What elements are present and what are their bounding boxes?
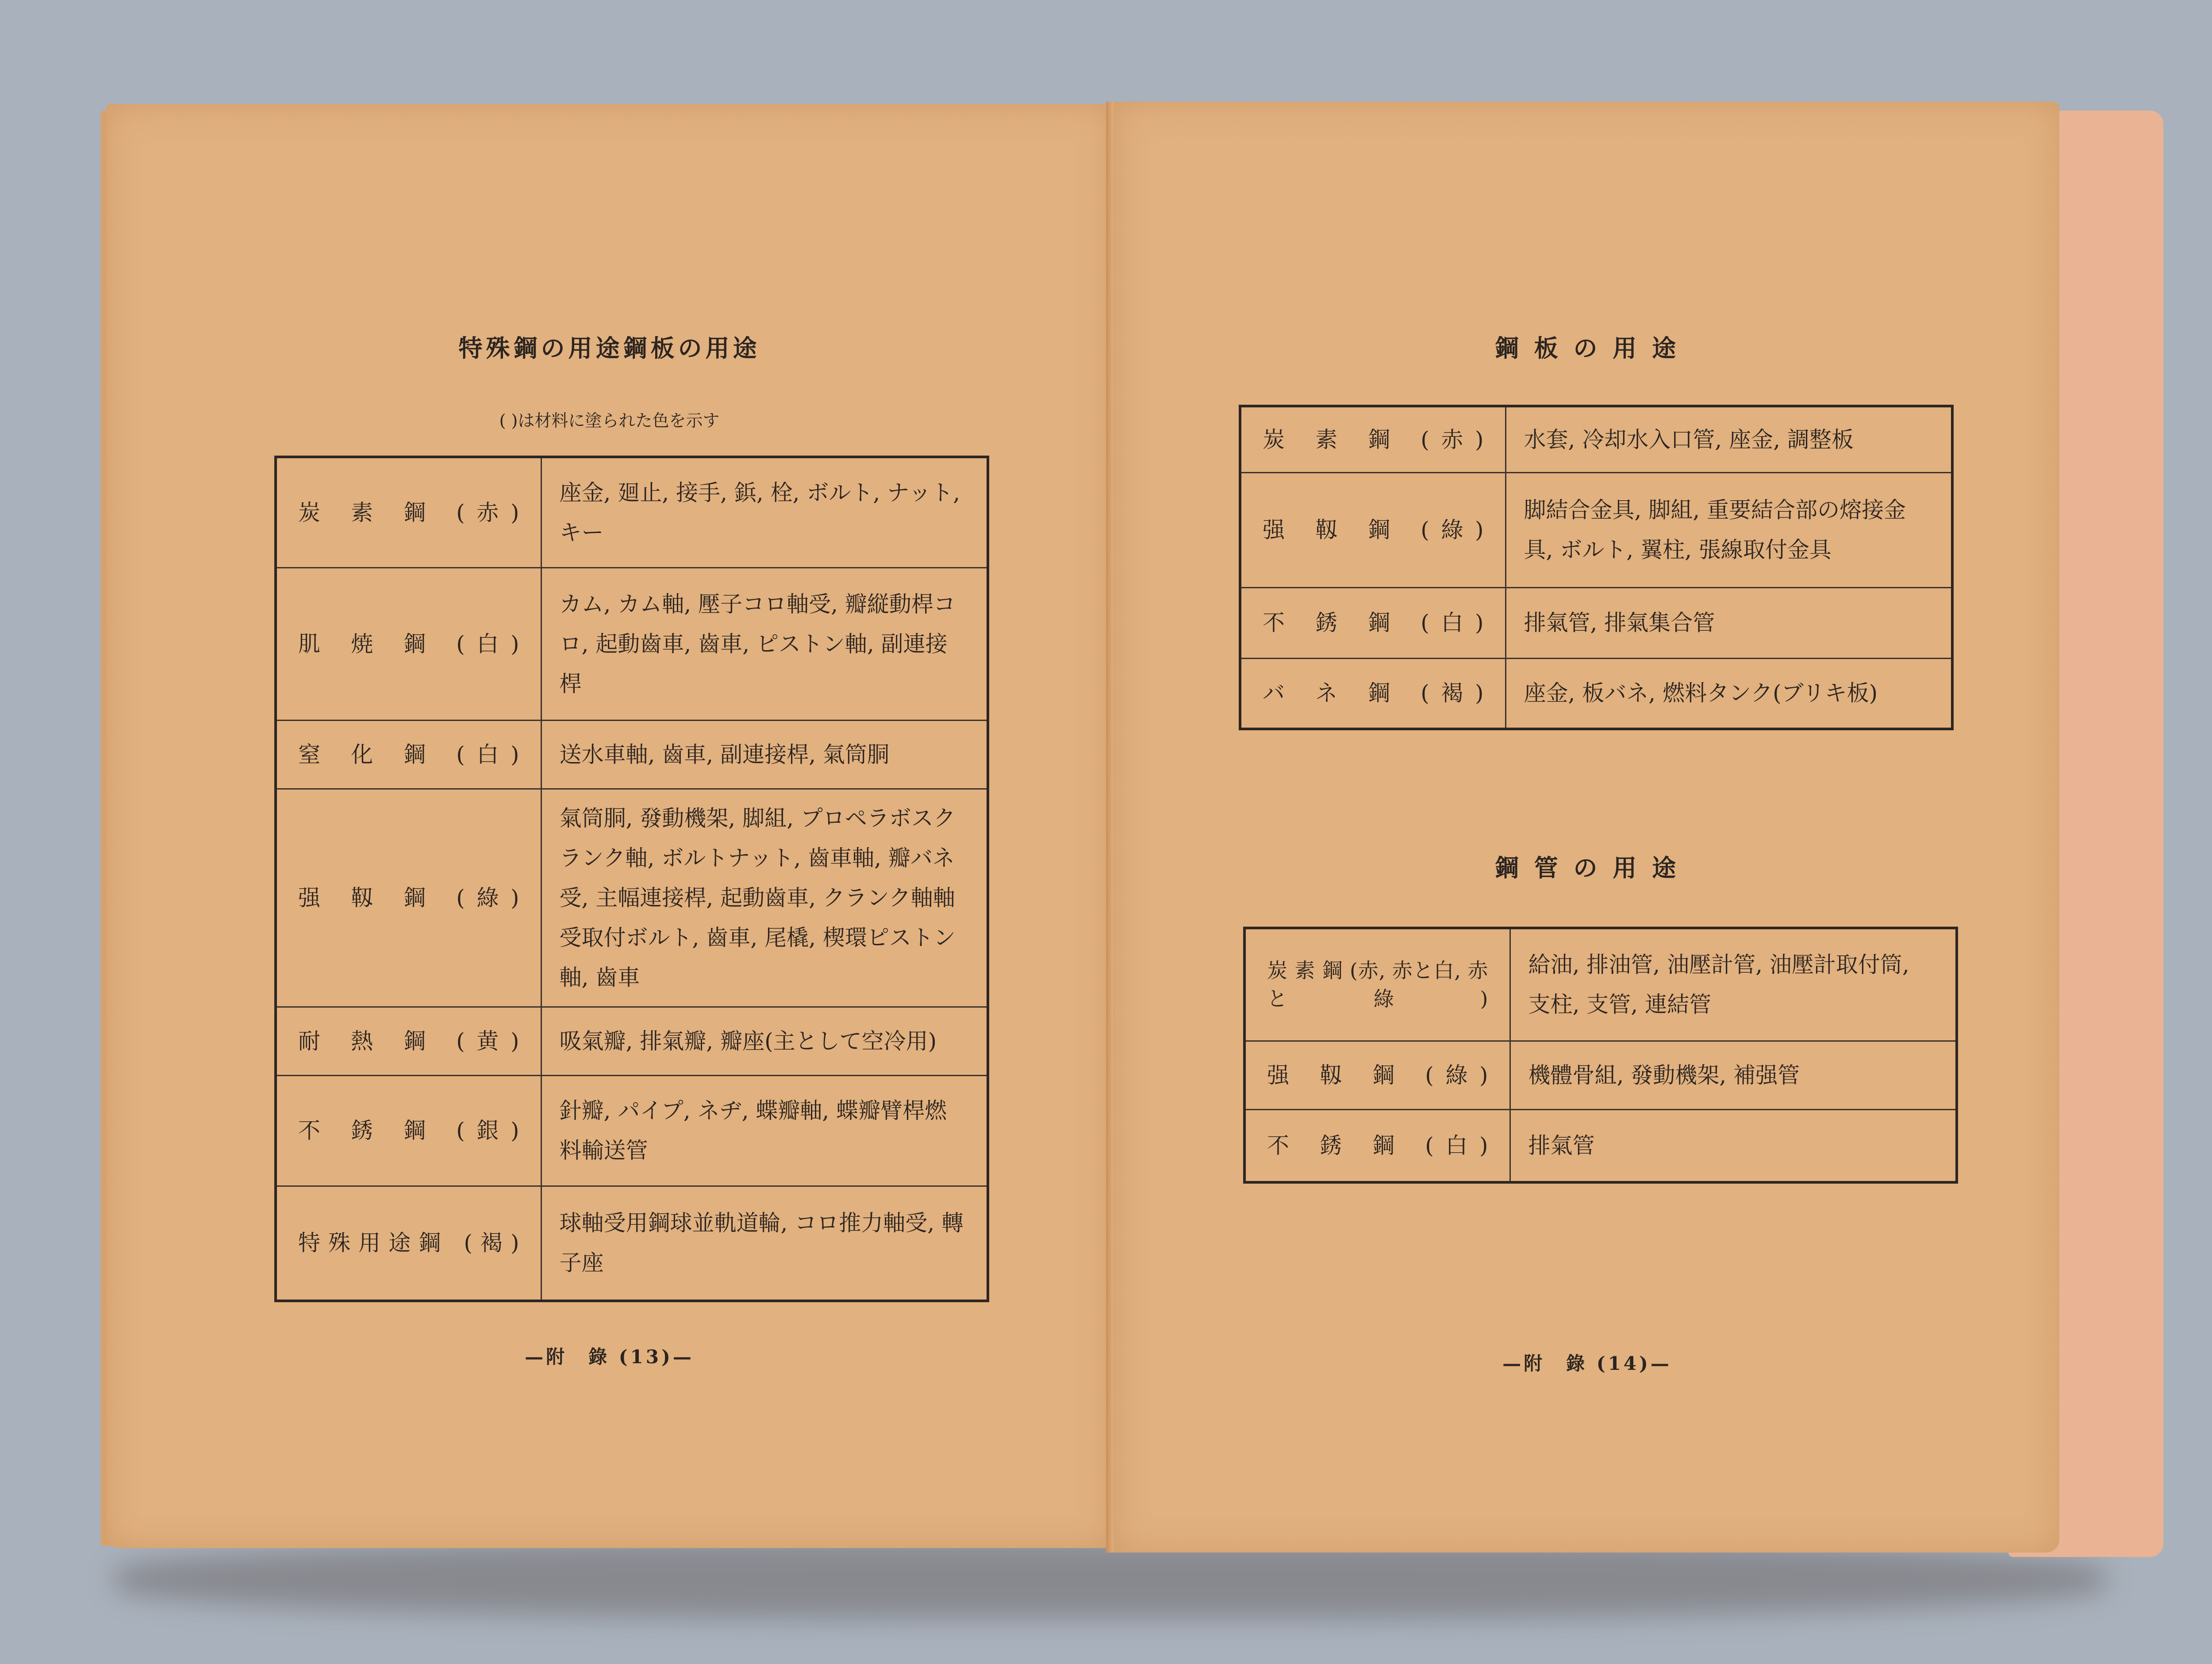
table-row (276, 1007, 988, 1075)
right-page-footer: —附 錄 (14)— (1502, 1353, 1672, 1374)
table-row (1244, 928, 1957, 1041)
color-note: ( )は材料に塗られた色を示す (499, 411, 720, 430)
table-row (276, 720, 988, 789)
uses-cell: 球軸受用鋼球並軌道輪, コロ推力軸受, 轉子座 (541, 1186, 988, 1301)
material-cell: 强 靱 鋼 (綠) (276, 789, 541, 1007)
material-cell: 特殊用途鋼 (褐) (276, 1186, 541, 1301)
steel-pipe-table (1243, 927, 1958, 1184)
material-cell: 强 靱 鋼 (綠) (1240, 472, 1505, 587)
material-cell: 耐 熱 鋼 (黄) (276, 1007, 541, 1075)
pipe-uses-title: 鋼 管 の 用 途 (1494, 854, 1680, 882)
right-page (1115, 102, 2059, 1553)
table-row (276, 1186, 988, 1301)
material-cell: 不 銹 鋼 (白) (1244, 1109, 1510, 1182)
plate-uses-title: 鋼 板 の 用 途 (1494, 334, 1680, 362)
left-page (106, 104, 1113, 1548)
steel-plate-table (1239, 405, 1954, 730)
uses-cell: 座金, 板バネ, 燃料タンク(ブリキ板) (1505, 658, 1952, 729)
uses-cell: 針瓣, パイプ, ネヂ, 蝶瓣軸, 蝶瓣臂桿燃料輸送管 (541, 1075, 988, 1186)
table-row (276, 457, 988, 567)
material-cell: 炭 素 鋼 (赤) (276, 457, 541, 567)
table-row (1240, 406, 1952, 472)
table-row (276, 567, 988, 720)
uses-cell: 座金, 廻止, 接手, 鋲, 栓, ボルト, ナット, キー (541, 457, 988, 567)
uses-cell: 吸氣瓣, 排氣瓣, 瓣座(主として空冷用) (541, 1007, 988, 1075)
material-cell: 窒 化 鋼 (白) (276, 720, 541, 789)
material-cell: 炭 素 鋼 (赤) (1240, 406, 1505, 472)
table-row (1240, 472, 1952, 587)
uses-cell: 水套, 冷却水入口管, 座金, 調整板 (1505, 406, 1952, 472)
uses-cell: カム, カム軸, 壓子コロ軸受, 瓣縦動桿コロ, 起動齒車, 齒車, ピストン軸, 副連接桿 (541, 567, 988, 720)
table-row (276, 1075, 988, 1186)
uses-cell: 送水車軸, 齒車, 副連接桿, 氣筒胴 (541, 720, 988, 789)
material-cell: 炭 素 鋼 (赤, 赤と白, 赤と綠) (1244, 928, 1510, 1041)
special-steel-table (274, 456, 989, 1302)
uses-cell: 排氣管 (1510, 1109, 1957, 1182)
left-page-title: 特殊鋼の用途鋼板の用途 (458, 334, 760, 362)
uses-cell: 氣筒胴, 發動機架, 脚組, プロペラボスクランク軸, ボルトナット, 齒車軸, 瓣バネ受, 主幅連接桿, 起動齒車, クランク軸軸受取付ボルト, 齒車, 尾橇, 楔環ピストン軸, 齒車 (541, 789, 988, 1007)
material-cell: 不 銹 鋼 (白) (1240, 587, 1505, 658)
uses-cell: 機體骨組, 發動機架, 補强管 (1510, 1041, 1957, 1109)
material-cell: 强 靱 鋼 (綠) (1244, 1041, 1510, 1109)
material-cell: 不 銹 鋼 (銀) (276, 1075, 541, 1186)
table-row (1240, 658, 1952, 729)
table-row (1240, 587, 1952, 658)
left-page-footer: —附 錄 (13)— (525, 1346, 694, 1368)
material-cell: バ ネ 鋼 (褐) (1240, 658, 1505, 729)
table-row (1244, 1109, 1957, 1182)
table-row (1244, 1041, 1957, 1109)
uses-cell: 排氣管, 排氣集合管 (1505, 587, 1952, 658)
uses-cell: 給油, 排油管, 油壓計管, 油壓計取付筒, 支柱, 支管, 連結管 (1510, 928, 1957, 1041)
table-row (276, 789, 988, 1007)
material-cell: 肌 焼 鋼 (白) (276, 567, 541, 720)
uses-cell: 脚結合金具, 脚組, 重要結合部の熔接金具, ボルト, 翼柱, 張線取付金具 (1505, 472, 1952, 587)
